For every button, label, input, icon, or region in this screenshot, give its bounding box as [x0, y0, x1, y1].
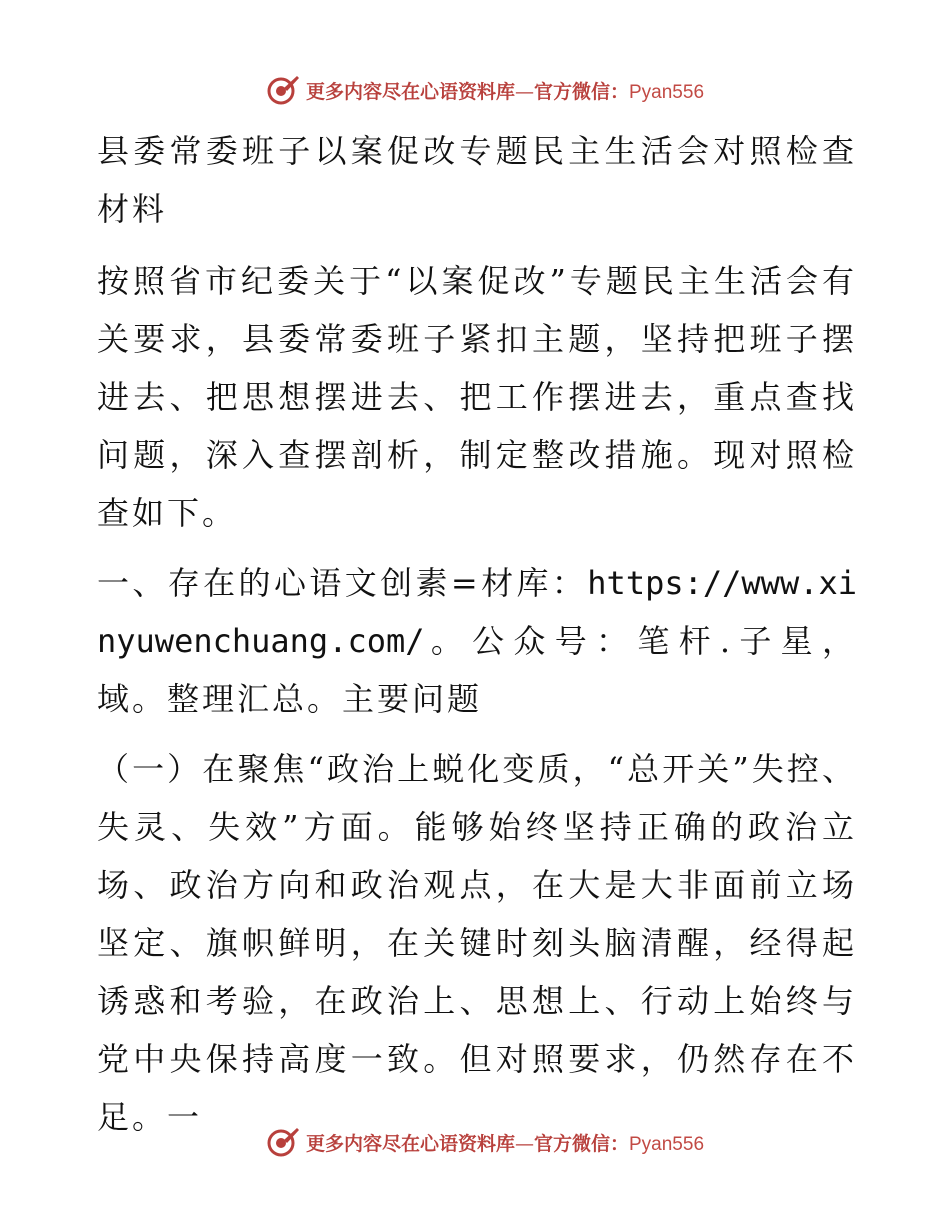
footer-banner-inner	[266, 1125, 704, 1159]
subsection-one-paragraph: （一）在聚焦“政治上蜕化变质，“总开关”失控、失灵、失效”方面。能够始终坚持正确的政治立场、政治方向和政治观点，在大是大非面前立场坚定、旗帜鲜明，在关键时刻头脑清醒，经得起诱惑和考验，在政治上、思想上、行动上始终与党中央保持高度一致。但对照要求，仍然存在不足。一	[97, 750, 857, 1136]
footer-banner	[0, 1122, 950, 1162]
header-dash: —	[514, 80, 534, 103]
header-banner	[0, 70, 950, 110]
intro-paragraph: 按照省市纪委关于“以案促改”专题民主生活会有关要求，县委常委班子紧扣主题，坚持把班子摆进去、把思想摆进去、把工作摆进去，重点查找问题，深入查摆剖析，制定整改措施。现对照检查如下。	[97, 262, 857, 532]
pen-logo-icon	[266, 1125, 300, 1159]
header-banner-inner	[266, 73, 704, 107]
footer-wechat-id: Pyan556	[629, 1133, 705, 1155]
header-site-text: 更多内容尽在心语资料库	[305, 80, 515, 103]
section-one-text-2: 。公众号：笔杆.子星，域。整理汇总。主要问题	[97, 622, 857, 718]
footer-site-text: 更多内容尽在心语资料库	[305, 1132, 515, 1155]
section-one-text-1: 一、存在的心语文创素=材库：	[97, 564, 588, 602]
section-one-url: https://www.xinyuwenchuang.com/	[97, 564, 857, 660]
pen-logo-icon	[266, 73, 300, 107]
header-wechat-id: Pyan556	[629, 81, 705, 103]
document-title: 县委常委班子以案促改专题民主生活会对照检查材料	[97, 132, 857, 228]
footer-banner-text	[306, 1129, 704, 1156]
document-body	[97, 122, 857, 1158]
section-one-heading	[97, 554, 857, 728]
footer-wechat-label: 官方微信：	[533, 1132, 629, 1155]
footer-dash: —	[514, 1132, 534, 1155]
header-wechat-label: 官方微信：	[533, 80, 629, 103]
header-banner-text	[306, 77, 704, 104]
